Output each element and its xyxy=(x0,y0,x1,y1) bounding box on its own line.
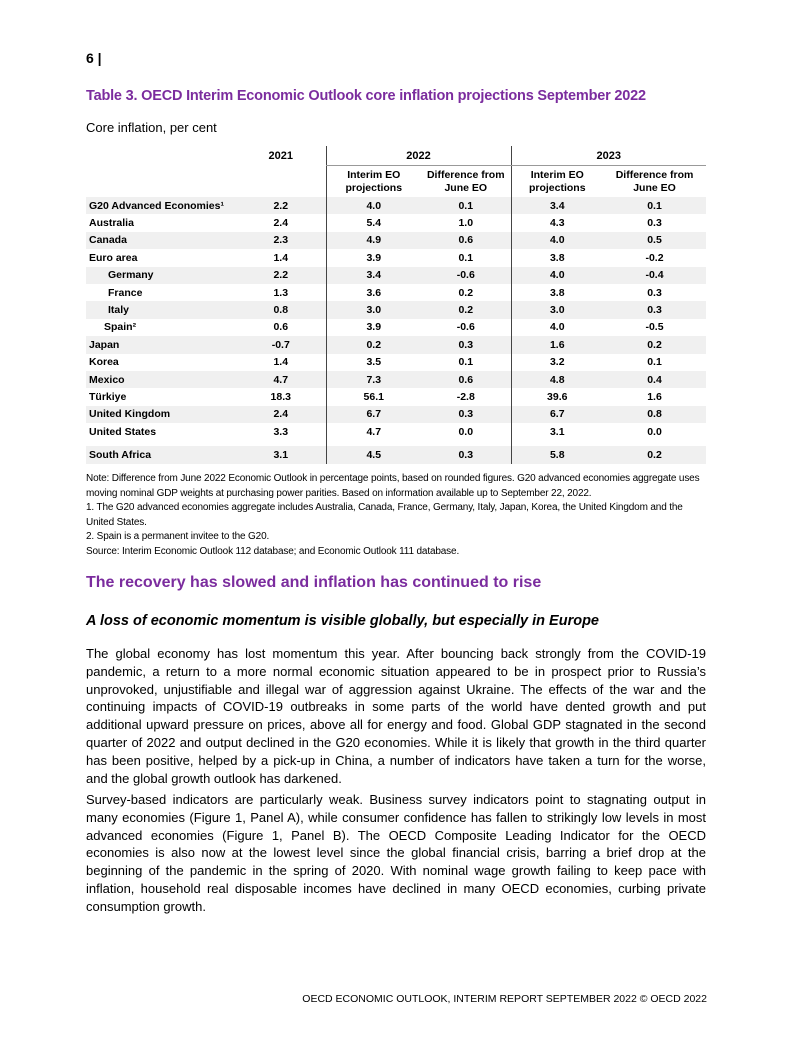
cell-2022-projection: 7.3 xyxy=(326,371,421,388)
page-number: 6 | xyxy=(86,50,102,66)
row-country: Germany xyxy=(86,267,236,284)
cell-2023-difference: -0.5 xyxy=(645,321,664,334)
cell-2021: 3.3 xyxy=(273,425,289,438)
cell-2023-difference: 0.3 xyxy=(647,286,662,299)
cell-2022-projection: 5.4 xyxy=(326,214,421,231)
cell-2023-projection: 4.0 xyxy=(511,319,603,336)
header-2021: 2021 xyxy=(268,149,293,162)
table-row xyxy=(86,301,706,318)
row-country: Japan xyxy=(86,336,236,353)
footnote-2: 2. Spain is a permanent invitee to the G20. xyxy=(86,531,270,542)
cell-2022-difference: 0.3 xyxy=(421,406,511,423)
note-text: Note: Difference from June 2022 Economic Outlook in percentage points, based on rounded figures. G20 advanced economies aggregate uses moving nominal GDP weights at purchasing power parities. Based on information available up to September 22, 2022. xyxy=(86,473,700,499)
cell-2021: 1.4 xyxy=(273,356,289,369)
cell-2021: 0.6 xyxy=(273,321,289,334)
row-country: Mexico xyxy=(86,371,236,388)
cell-2021: 4.7 xyxy=(236,371,326,388)
cell-2023-difference: 0.0 xyxy=(647,425,662,438)
cell-2023-projection: 39.6 xyxy=(511,388,603,405)
cell-2023-difference: 0.2 xyxy=(603,336,706,353)
cell-2022-difference: 0.1 xyxy=(421,197,511,214)
cell-2022-projection: 4.9 xyxy=(326,232,421,249)
cell-2022-difference: -0.6 xyxy=(421,267,511,284)
cell-2023-projection: 5.8 xyxy=(511,446,603,463)
header-2023: 2023 xyxy=(511,146,706,166)
table-title: Table 3. OECD Interim Economic Outlook core inflation projections September 2022 xyxy=(86,88,646,104)
cell-2021: 1.3 xyxy=(273,286,289,299)
cell-2022-projection: 3.9 xyxy=(326,249,421,266)
cell-2023-projection: 4.3 xyxy=(511,214,603,231)
cell-2023-projection: 4.0 xyxy=(511,267,603,284)
cell-2022-projection: 4.7 xyxy=(326,423,421,440)
section-heading: The recovery has slowed and inflation has continued to rise xyxy=(86,574,542,591)
cell-2021: 18.3 xyxy=(270,390,291,403)
header-2022: 2022 xyxy=(326,146,511,166)
table-subtitle: Core inflation, per cent xyxy=(86,120,217,135)
cell-2023-difference: -0.2 xyxy=(645,251,664,264)
cell-2022-difference: -0.6 xyxy=(456,321,475,334)
cell-2022-projection: 4.5 xyxy=(326,446,421,463)
cell-2022-projection: 3.5 xyxy=(326,354,421,371)
cell-2022-projection: 3.4 xyxy=(326,267,421,284)
source-text: Source: Interim Economic Outlook 112 database; and Economic Outlook 111 database. xyxy=(86,545,460,557)
table-row xyxy=(86,232,706,249)
cell-2023-difference: 1.6 xyxy=(647,390,662,403)
cell-2022-projection: 56.1 xyxy=(326,388,421,405)
row-country: Australia xyxy=(89,217,134,230)
table-notes xyxy=(86,472,708,559)
cell-2022-difference: 0.1 xyxy=(458,251,474,264)
table-row xyxy=(86,336,706,353)
table-row xyxy=(86,319,706,336)
cell-2021: 0.8 xyxy=(236,301,326,318)
row-country: South Africa xyxy=(86,446,236,463)
row-country: Euro area xyxy=(89,251,138,264)
inflation-table xyxy=(86,146,706,464)
cell-2021: 1.4 xyxy=(273,251,289,264)
table-row xyxy=(86,214,706,231)
header-2023-difference: Difference from June EO xyxy=(615,168,694,194)
table-row xyxy=(86,354,706,371)
table-row xyxy=(86,284,706,301)
cell-2022-difference: 0.1 xyxy=(458,356,474,369)
sub-heading: A loss of economic momentum is visible globally, but especially in Europe xyxy=(86,613,599,629)
cell-2023-projection: 3.8 xyxy=(511,284,603,301)
row-country: G20 Advanced Economies¹ xyxy=(86,197,236,214)
cell-2023-difference: 0.8 xyxy=(603,406,706,423)
header-2022-difference: Difference from June EO xyxy=(426,168,505,194)
cell-2021: 2.2 xyxy=(236,197,326,214)
table-row xyxy=(86,423,706,440)
header-2023-projections: Interim EO projections xyxy=(511,166,603,198)
cell-2023-difference: 0.3 xyxy=(647,217,662,230)
cell-2022-difference: -2.8 xyxy=(456,390,475,403)
table-row xyxy=(86,446,706,463)
cell-2022-projection: 0.2 xyxy=(326,336,421,353)
cell-2021: -0.7 xyxy=(236,336,326,353)
table-row xyxy=(86,371,706,388)
row-country: Italy xyxy=(86,301,236,318)
cell-2021: 2.2 xyxy=(236,267,326,284)
cell-2022-difference: 0.3 xyxy=(421,446,511,463)
cell-2022-difference: 0.6 xyxy=(421,232,511,249)
cell-2022-difference: 0.6 xyxy=(421,371,511,388)
cell-2023-projection: 3.0 xyxy=(511,301,603,318)
cell-2021: 2.3 xyxy=(236,232,326,249)
table-row xyxy=(86,388,706,405)
cell-2023-difference: 0.1 xyxy=(647,356,662,369)
cell-2023-difference: 0.2 xyxy=(603,446,706,463)
table-row xyxy=(86,267,706,284)
table-row xyxy=(86,406,706,423)
body-paragraph: The global economy has lost momentum this year. After bouncing back strongly from the COVID-19 pandemic, a return to a more normal economic situation appeared to be in prospect prior to Russia’s unprovoked, unjustifiable and illegal war of aggression against Ukraine. The effects of the war and the continuing impacts of COVID-19 outbreaks in some parts of the world have dented growth and put additional upward pressure on prices, above all for energy and food. Global GDP stagnated in the second quarter of 2022 and output declined in the G20 economies. While it is likely that growth in the third quarter has been positive, helped by a pick-up in China, a number of indicators have taken a turn for the worse, and the global growth outlook has darkened. xyxy=(86,646,706,786)
header-2022-projections: Interim EO projections xyxy=(326,166,421,198)
table-row xyxy=(86,197,706,214)
cell-2023-difference: -0.4 xyxy=(603,267,706,284)
table-row xyxy=(86,249,706,266)
footnote-1: 1. The G20 advanced economies aggregate includes Australia, Canada, France, Germany, Italy, Japan, Korea, the United Kingdom and the United States. xyxy=(86,502,683,528)
header-row-years xyxy=(86,146,706,166)
cell-2022-projection: 6.7 xyxy=(326,406,421,423)
page-footer: OECD ECONOMIC OUTLOOK, INTERIM REPORT SEPTEMBER 2022 © OECD 2022 xyxy=(302,993,707,1005)
row-country: Türkiye xyxy=(89,390,127,403)
row-country: United Kingdom xyxy=(86,406,236,423)
cell-2022-difference: 0.3 xyxy=(421,336,511,353)
row-country: Canada xyxy=(86,232,236,249)
row-country: Spain² xyxy=(104,321,137,334)
cell-2023-projection: 3.1 xyxy=(511,423,603,440)
body-paragraph: Survey-based indicators are particularly weak. Business survey indicators point to stagnating output in many economies (Figure 1, Panel A), while consumer confidence has fallen to strikingly low levels in most advanced economies (Figure 1, Panel B). The OECD Composite Leading Indicator for the OECD economies is also now at the lowest level since the global financial crisis, barring a brief drop at the beginning of the pandemic in the spring of 2020. With nominal wage growth failing to keep pace with inflation, household real disposable incomes have declined in many OECD economies, curbing private consumption growth. xyxy=(86,792,706,914)
cell-2022-projection: 3.9 xyxy=(326,319,421,336)
cell-2021: 3.1 xyxy=(236,446,326,463)
cell-2023-projection: 4.8 xyxy=(511,371,603,388)
cell-2023-projection: 1.6 xyxy=(511,336,603,353)
cell-2022-projection: 4.0 xyxy=(326,197,421,214)
cell-2023-projection: 6.7 xyxy=(511,406,603,423)
cell-2023-projection: 3.8 xyxy=(511,249,603,266)
cell-2023-projection: 3.2 xyxy=(511,354,603,371)
cell-2023-difference: 0.1 xyxy=(603,197,706,214)
cell-2022-difference: 0.0 xyxy=(458,425,474,438)
cell-2023-difference: 0.4 xyxy=(603,371,706,388)
cell-2023-difference: 0.3 xyxy=(603,301,706,318)
cell-2022-projection: 3.6 xyxy=(326,284,421,301)
header-row-sub xyxy=(86,166,706,198)
cell-2022-difference: 1.0 xyxy=(458,217,474,230)
row-country: United States xyxy=(89,425,157,438)
cell-2021: 2.4 xyxy=(273,217,289,230)
cell-2022-difference: 0.2 xyxy=(458,286,474,299)
cell-2021: 2.4 xyxy=(236,406,326,423)
cell-2023-projection: 3.4 xyxy=(511,197,603,214)
cell-2022-projection: 3.0 xyxy=(326,301,421,318)
cell-2022-difference: 0.2 xyxy=(421,301,511,318)
cell-2023-difference: 0.5 xyxy=(603,232,706,249)
row-country: France xyxy=(108,286,143,299)
row-country: Korea xyxy=(89,356,119,369)
cell-2023-projection: 4.0 xyxy=(511,232,603,249)
